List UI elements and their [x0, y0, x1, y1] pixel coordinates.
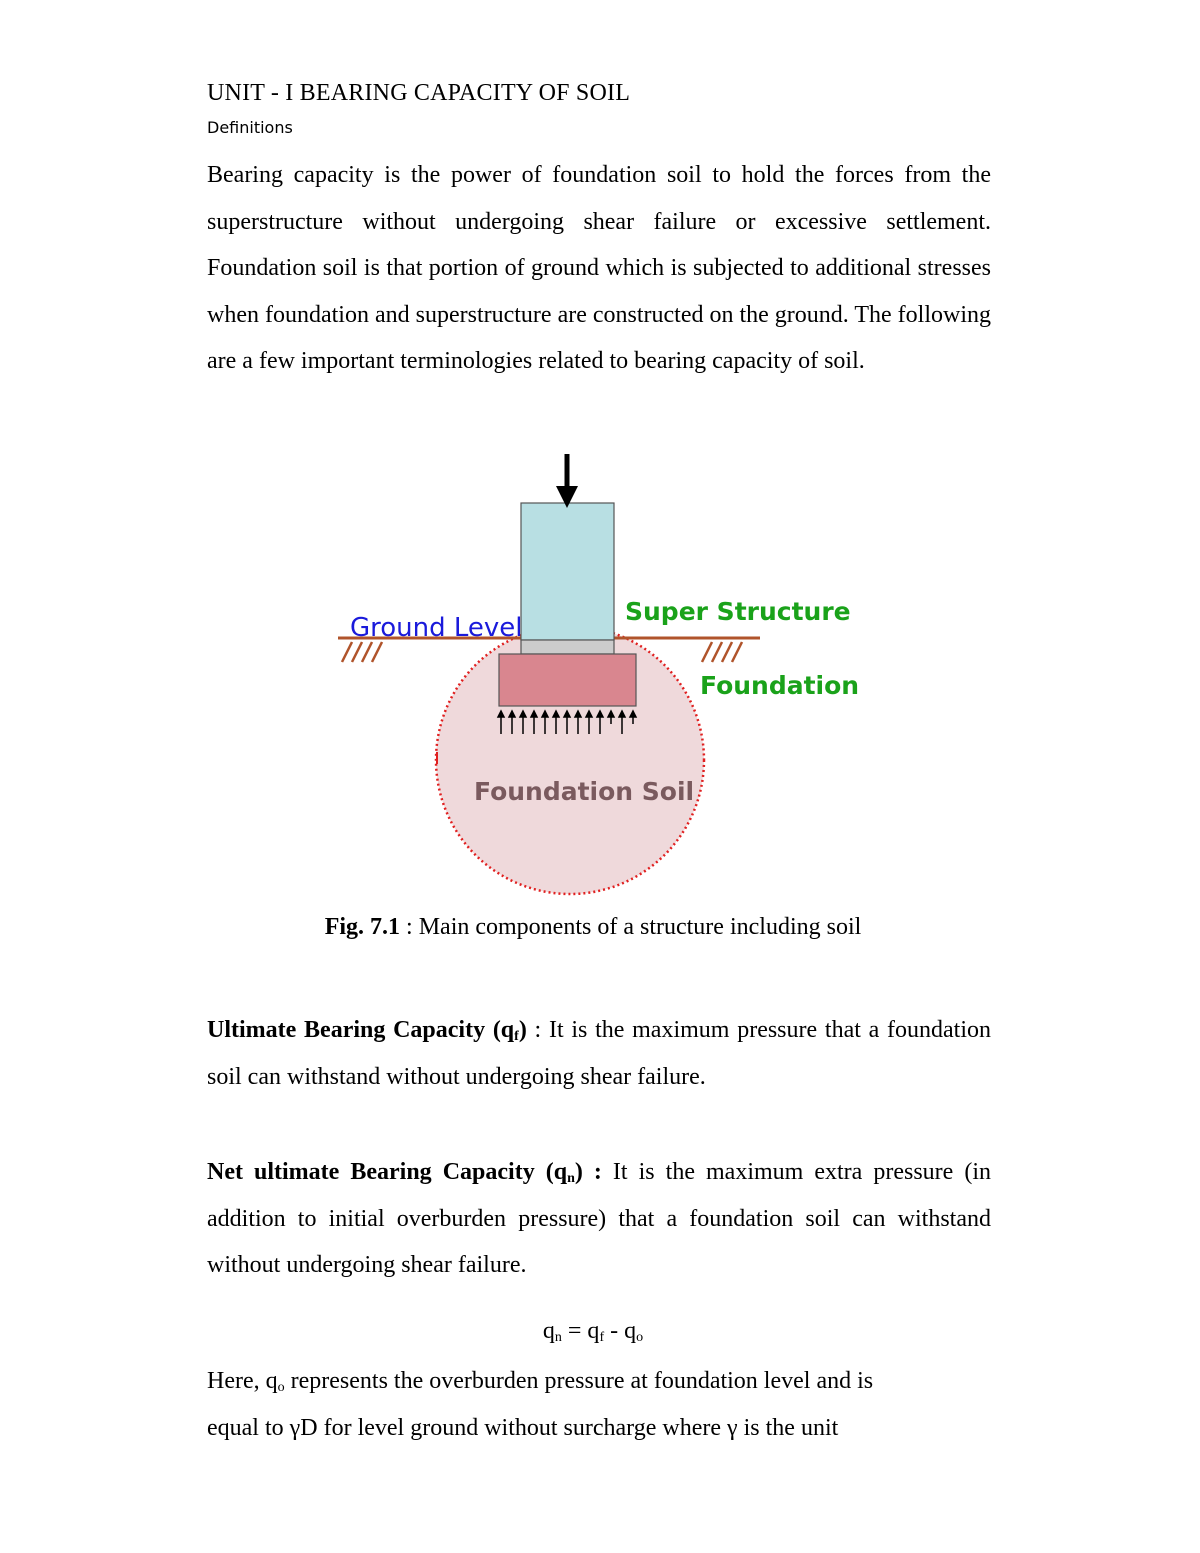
- ultimate-bearing-capacity-paragraph: [207, 1007, 991, 1100]
- column-base: [521, 640, 614, 654]
- ultimate-definition: : It is the maximum pressure that a foundation soil can withstand without undergoing shear failure.: [207, 1017, 991, 1090]
- page-title: UNIT - I BEARING CAPACITY OF SOIL: [207, 80, 631, 106]
- foundation-figure: [320, 450, 880, 915]
- foundation-footing: [499, 654, 636, 706]
- section-subtitle: Definitions: [207, 118, 293, 137]
- net-ultimate-bearing-capacity-paragraph: [207, 1149, 991, 1289]
- foundation-label: Foundation: [700, 671, 860, 700]
- net-term: Net ultimate Bearing Capacity $(q_n)$ :: [207, 1159, 602, 1186]
- super-structure-column: [521, 503, 614, 640]
- figure-caption: [0, 914, 1200, 941]
- overburden-line-2: equal to γD for level ground without surcharge where γ is the unit: [207, 1414, 839, 1441]
- load-arrow: [556, 454, 578, 508]
- net-definition: It is the maximum extra pressure (in addition to initial overburden pressure) that a foundation soil can withstand without undergoing shear failure.: [207, 1159, 992, 1279]
- caption-text: : Main components of a structure including soil: [400, 914, 862, 940]
- net-capacity-equation: $q_n = q_f - q_o$: [542, 1318, 644, 1345]
- caption-label: Fig. 7.1: [324, 914, 401, 940]
- ground-hatch-left: [342, 642, 382, 662]
- overburden-line-1: Here, $q_o$ represents the overburden pressure at foundation level and is: [207, 1368, 874, 1395]
- intro-paragraph: Bearing capacity is the power of foundation soil to hold the forces from the superstructure without undergoing shear failure or excessive settlement. Foundation soil is that portion of ground which is subjected to additional stresses when foundation and superstructure are constructed on the ground. The following are a few important terminologies related to bearing capacity of soil.: [207, 162, 992, 375]
- ultimate-term: Ultimate Bearing Capacity $(q_f)$: [207, 1017, 527, 1044]
- ground-level-label: Ground Level: [350, 613, 523, 643]
- super-structure-label: Super Structure: [625, 597, 851, 626]
- overburden-paragraph: [207, 1358, 991, 1451]
- foundation-soil-label: Foundation Soil: [474, 777, 695, 806]
- ground-hatch-right: [702, 642, 742, 662]
